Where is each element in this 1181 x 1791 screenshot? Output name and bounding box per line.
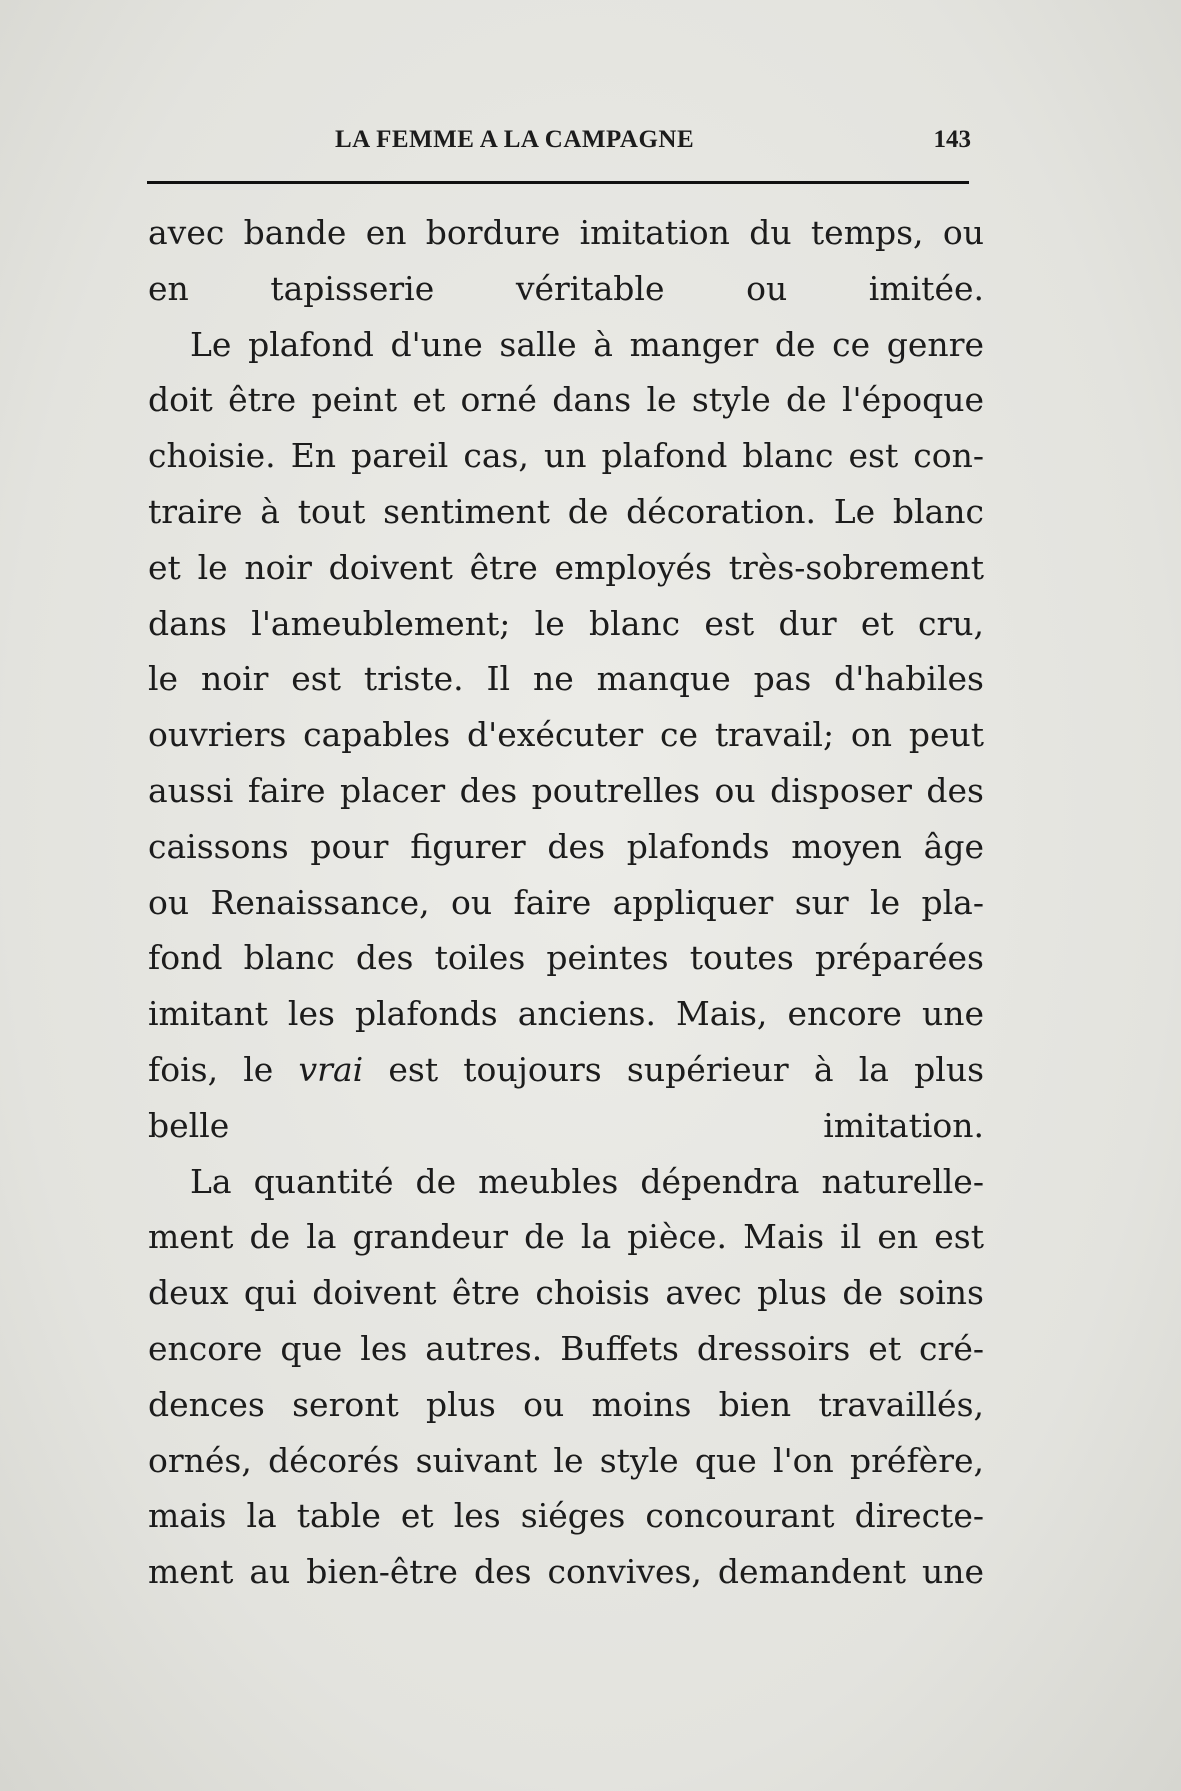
- text-line: deux qui doivent être choisis avec plus de soins: [148, 1273, 984, 1313]
- header-rule: [147, 181, 969, 184]
- text-line: et le noir doivent être employés très-sobrement: [148, 547, 984, 587]
- text-line: La quantité de meubles dépendra naturelle-: [190, 1161, 984, 1201]
- text-line: imitant les plafonds anciens. Mais, encore une: [148, 994, 984, 1034]
- text-line-italic: fois, le vrai est toujours supérieur à la plus: [148, 1049, 985, 1089]
- text-line: avec bande en bordure imitation du temps, ou: [148, 213, 984, 252]
- text-line: encore que les autres. Buffets dressoirs et cré-: [148, 1328, 984, 1368]
- text-line: Le plafond d'une salle à manger de ce genre: [190, 324, 984, 364]
- text-line: dences seront plus ou moins bien travaillés,: [148, 1384, 984, 1424]
- text-line: ouvriers capables d'exécuter ce travail; on peut: [148, 715, 984, 755]
- text-line: dans l'ameublement; le blanc est dur et cru,: [148, 603, 984, 643]
- running-title: LA FEMME A LA CAMPAGNE: [335, 126, 695, 153]
- text-line: choisie. En pareil cas, un plafond blanc est con-: [148, 436, 984, 476]
- page-number: 143: [933, 126, 971, 153]
- text-line: doit être peint et orné dans le style de l'époque: [148, 380, 984, 420]
- body-text: [148, 205, 984, 1600]
- page-header: [335, 122, 971, 162]
- text-line: ou Renaissance, ou faire appliquer sur le pla-: [148, 882, 984, 922]
- text-line: ornés, décorés suivant le style que l'on préfère,: [148, 1440, 984, 1480]
- text-line: ment de la grandeur de la pièce. Mais il en est: [148, 1217, 984, 1257]
- text-line: ment au bien-être des convives, demandent une: [148, 1552, 984, 1592]
- text-line: fond blanc des toiles peintes toutes préparées: [148, 938, 984, 978]
- italic-word: vrai: [298, 1049, 364, 1089]
- text-line: mais la table et les siéges concourant directe-: [148, 1496, 984, 1536]
- text-line: traire à tout sentiment de décoration. Le blanc: [148, 491, 984, 531]
- text-line: en tapisserie véritable ou imitée.: [148, 268, 984, 308]
- text-line: aussi faire placer des poutrelles ou disposer des: [148, 770, 984, 810]
- text-line: caissons pour figurer des plafonds moyen âge: [148, 826, 984, 866]
- text-line: belle imitation.: [148, 1105, 984, 1145]
- text-line: le noir est triste. Il ne manque pas d'habiles: [148, 659, 984, 699]
